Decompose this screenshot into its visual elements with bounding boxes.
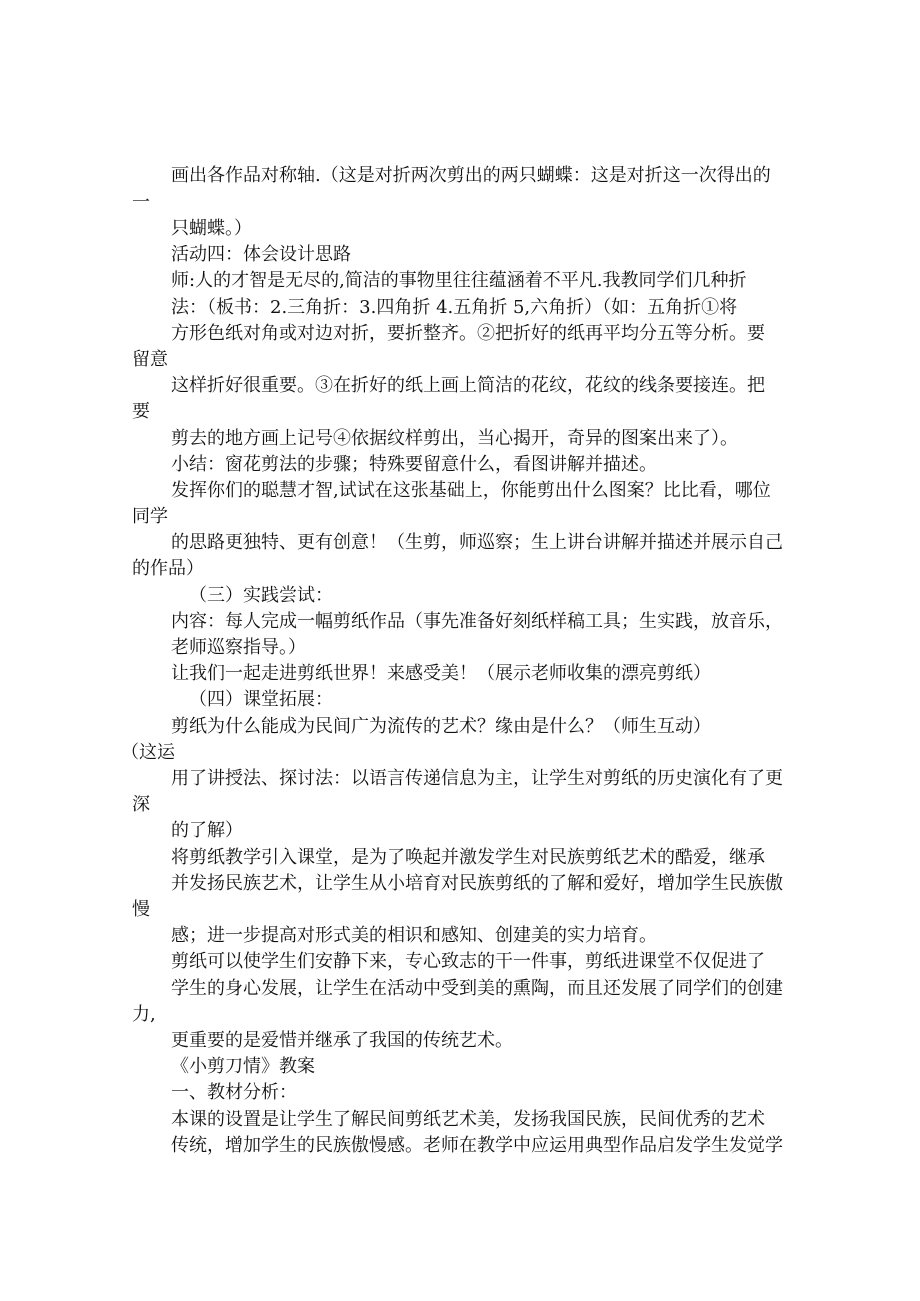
section-heading: 一、教材分析： xyxy=(171,1082,297,1103)
text-line: 深 xyxy=(132,794,150,815)
text-line: 传统，增加学生的民族傲慢感。老师在教学中应运用典型作品启发学生发觉学 xyxy=(171,1135,783,1156)
text-line: 这样折好很重要。③在折好的纸上画上简洁的花纹，花纹的线条要接连。把 xyxy=(171,375,765,396)
text-line: 剪去的地方画上记号④依据纹样剪出，当心揭开，奇异的图案出来了）。 xyxy=(171,428,738,449)
text-line: 内容：每人完成一幅剪纸作品（事先准备好刻纸样稿工具；生实践，放音乐， xyxy=(171,611,783,632)
text-line: 将剪纸教学引入课堂，是为了唤起并激发学生对民族剪纸艺术的酷爱，继承 xyxy=(171,847,765,868)
text-line: 画出各作品对称轴.（这是对折两次剪出的两只蝴蝶：这是对折这一次得出的 xyxy=(171,165,771,186)
text-line: 同学 xyxy=(132,506,168,527)
document-title: 《小剪刀情》教案 xyxy=(171,1056,315,1077)
text-line: （这运 xyxy=(121,742,175,763)
text-line: 的思路更独特、更有创意！（生剪，师巡察；生上讲台讲解并描述并展示自己 xyxy=(171,532,783,553)
text-line: 力, xyxy=(132,1004,156,1025)
text-line: 的作品） xyxy=(132,558,204,579)
text-line: 方形色纸对角或对边对折，要折整齐。②把折好的纸再平均分五等分析。要 xyxy=(171,323,765,344)
section-heading: （四）课堂拓展： xyxy=(189,689,333,710)
text-line: 要 xyxy=(132,401,150,422)
section-heading: （三）实践尝试： xyxy=(189,585,333,606)
text-line: 感；进一步提高对形式美的相识和感知、创建美的实力培育。 xyxy=(171,925,657,946)
text-line: 的了解） xyxy=(171,820,243,841)
text-line: 慢 xyxy=(132,899,150,920)
text-line: 只蝴蝶。） xyxy=(171,218,252,239)
text-line: 留意 xyxy=(132,349,168,370)
text-line: 一 xyxy=(132,192,150,213)
text-line: 剪纸为什么能成为民间广为流传的艺术？缘由是什么？（师生互动） xyxy=(171,716,711,737)
text-line: 师:人的才智是无尽的,简洁的事物里往往蕴涵着不平凡.我教同学们几种折 xyxy=(171,270,747,291)
text-line: 发挥你们的聪慧才智,试试在这张基础上，你能剪出什么图案？比比看，哪位 xyxy=(171,480,771,501)
text-line: 剪纸可以使学生们安静下来，专心致志的干一件事，剪纸进课堂不仅促进了 xyxy=(171,951,765,972)
text-line: 小结：窗花剪法的步骤；特殊要留意什么，看图讲解并描述。 xyxy=(171,454,657,475)
text-line: 老师巡察指导。） xyxy=(171,637,306,658)
text-line: 学生的身心发展，让学生在活动中受到美的熏陶，而且还发展了同学们的创建 xyxy=(171,978,783,999)
text-line: 法：（板书：2.三角折：3.四角折 4.五角折 5,六角折）（如：五角折①将 xyxy=(171,297,738,318)
text-line: 让我们一起走进剪纸世界！来感受美！（展示老师收集的漂亮剪纸） xyxy=(171,663,711,684)
text-line: 并发扬民族艺术，让学生从小培育对民族剪纸的了解和爱好，增加学生民族傲 xyxy=(171,873,783,894)
text-line: 用了讲授法、探讨法：以语言传递信息为主，让学生对剪纸的历史演化有了更 xyxy=(171,768,783,789)
text-line: 本课的设置是让学生了解民间剪纸艺术美，发扬我国民族，民间优秀的艺术 xyxy=(171,1109,765,1130)
text-line: 更重要的是爱惜并继承了我国的传统艺术。 xyxy=(171,1030,513,1051)
section-heading: 活动四：体会设计思路 xyxy=(171,244,351,265)
